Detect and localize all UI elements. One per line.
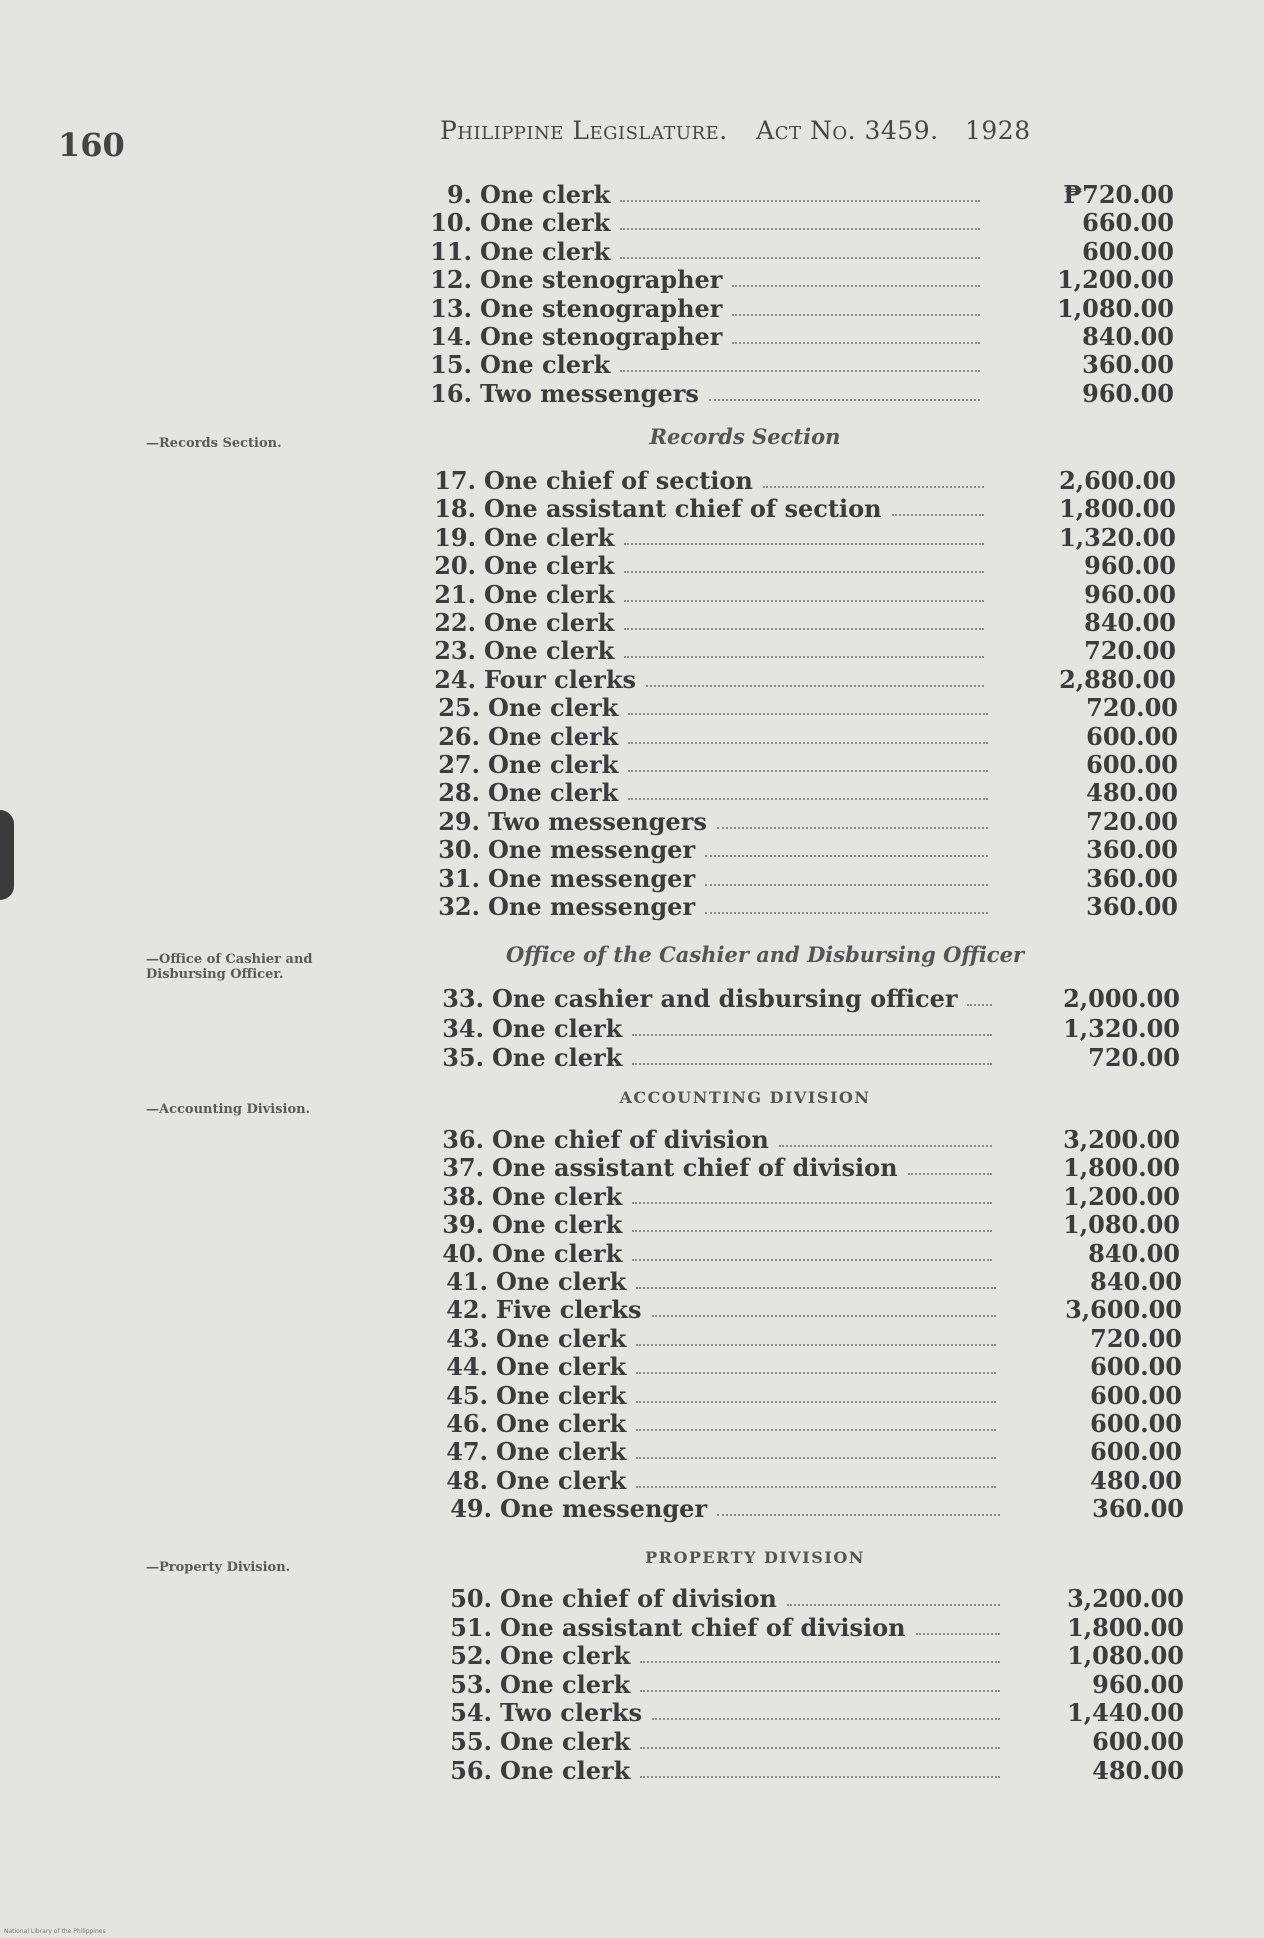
- line-item-number: 24.: [434, 665, 476, 694]
- line-item: [0, 466, 1264, 494]
- line-item-number: 27.: [438, 750, 480, 779]
- line-item-amount: 360.00: [1082, 350, 1174, 379]
- line-item-amount: 1,320.00: [1063, 1014, 1180, 1043]
- line-item-amount: 840.00: [1082, 322, 1174, 351]
- line-item: [0, 1043, 1264, 1071]
- line-item-number: 53.: [450, 1670, 492, 1699]
- dot-leader: [620, 228, 980, 230]
- line-item-number: 26.: [438, 722, 480, 751]
- line-item-description: One clerk: [480, 208, 611, 237]
- line-item-amount: 1,080.00: [1067, 1641, 1184, 1670]
- dot-leader: [652, 1315, 996, 1317]
- line-item-description: One clerk: [480, 180, 611, 209]
- line-item-amount: 2,600.00: [1059, 466, 1176, 495]
- line-item-description: Two messengers: [480, 379, 699, 408]
- line-item: [0, 1295, 1264, 1323]
- line-item-amount: 600.00: [1086, 722, 1178, 751]
- line-item-number: 38.: [442, 1182, 484, 1211]
- line-item-description: One clerk: [484, 551, 615, 580]
- line-item-number: 47.: [446, 1437, 488, 1466]
- line-item-description: One clerk: [484, 523, 615, 552]
- dot-leader: [632, 1230, 992, 1232]
- dot-leader: [717, 1514, 1000, 1516]
- line-item-number: 55.: [450, 1727, 492, 1756]
- line-item-amount: 3,600.00: [1065, 1295, 1182, 1324]
- dot-leader: [636, 1344, 996, 1346]
- dot-leader: [705, 884, 988, 886]
- line-item-description: Four clerks: [484, 665, 636, 694]
- line-item: [0, 1756, 1264, 1784]
- line-item-amount: 600.00: [1090, 1352, 1182, 1381]
- line-item-amount: 1,080.00: [1063, 1210, 1180, 1239]
- line-item: [0, 835, 1264, 863]
- line-item: [0, 1210, 1264, 1238]
- line-item-amount: 960.00: [1084, 580, 1176, 609]
- line-item-amount: 2,880.00: [1059, 665, 1176, 694]
- line-item: [0, 1584, 1264, 1612]
- dot-leader: [636, 1457, 996, 1459]
- dot-leader: [628, 713, 988, 715]
- dot-leader: [652, 1718, 1000, 1720]
- line-item-number: 32.: [438, 892, 480, 921]
- dot-leader: [624, 628, 984, 630]
- line-item-description: One clerk: [496, 1409, 627, 1438]
- line-item-amount: 480.00: [1090, 1466, 1182, 1495]
- line-item: [0, 1670, 1264, 1698]
- line-item-number: 13.: [430, 294, 472, 323]
- page-number: 160: [58, 126, 125, 164]
- line-item-description: One clerk: [492, 1210, 623, 1239]
- running-head-act: Act No. 3459.: [756, 116, 939, 145]
- dot-leader: [636, 1486, 996, 1488]
- line-item-description: One messenger: [488, 864, 696, 893]
- line-item-description: One cashier and disbursing officer: [492, 984, 958, 1013]
- line-item-number: 28.: [438, 778, 480, 807]
- line-item-description: One assistant chief of section: [484, 494, 882, 523]
- dot-leader: [620, 370, 980, 372]
- line-item-description: One clerk: [500, 1641, 631, 1670]
- line-item-number: 22.: [434, 608, 476, 637]
- line-item: [0, 294, 1264, 322]
- line-item-description: One clerk: [500, 1727, 631, 1756]
- line-item-amount: 1,200.00: [1063, 1182, 1180, 1211]
- line-item: [0, 1409, 1264, 1437]
- line-item: [0, 208, 1264, 236]
- dot-leader: [732, 285, 980, 287]
- line-item-number: 9.: [446, 180, 472, 209]
- line-item-amount: 960.00: [1084, 551, 1176, 580]
- line-item-description: One clerk: [488, 693, 619, 722]
- line-item-description: One clerk: [500, 1756, 631, 1785]
- sidenote-cashier: —Office of Cashier and Disbursing Officer.: [146, 952, 313, 982]
- line-item-description: One clerk: [496, 1437, 627, 1466]
- line-item: [0, 1352, 1264, 1380]
- dot-leader: [620, 257, 980, 259]
- line-item-amount: 600.00: [1092, 1727, 1184, 1756]
- line-item-amount: 1,440.00: [1067, 1698, 1184, 1727]
- dot-leader: [636, 1429, 996, 1431]
- dot-leader: [632, 1202, 992, 1204]
- section-heading-accounting: ACCOUNTING DIVISION: [619, 1088, 871, 1107]
- dot-leader: [646, 685, 984, 687]
- line-item-description: One clerk: [480, 350, 611, 379]
- dot-leader: [628, 742, 988, 744]
- line-item-amount: 720.00: [1088, 1043, 1180, 1072]
- line-item-description: One clerk: [496, 1381, 627, 1410]
- line-item: [0, 1324, 1264, 1352]
- line-item-amount: 1,200.00: [1057, 265, 1174, 294]
- line-item-description: One assistant chief of division: [492, 1153, 898, 1182]
- line-item-number: 23.: [434, 636, 476, 665]
- line-item-number: 11.: [430, 237, 472, 266]
- line-item: [0, 180, 1264, 208]
- line-item: [0, 237, 1264, 265]
- line-item: [0, 1437, 1264, 1465]
- line-item: [0, 523, 1264, 551]
- line-item-description: One messenger: [500, 1494, 708, 1523]
- dot-leader: [916, 1633, 1000, 1635]
- dot-leader: [632, 1259, 992, 1261]
- line-item-amount: 600.00: [1086, 750, 1178, 779]
- line-item-amount: 840.00: [1090, 1267, 1182, 1296]
- line-item: [0, 379, 1264, 407]
- line-item: [0, 636, 1264, 664]
- line-item: [0, 1613, 1264, 1641]
- line-item-number: 10.: [430, 208, 472, 237]
- dot-leader: [636, 1372, 996, 1374]
- line-item-number: 31.: [438, 864, 480, 893]
- line-item-description: One clerk: [488, 778, 619, 807]
- line-item: [0, 750, 1264, 778]
- line-item-description: One clerk: [484, 636, 615, 665]
- line-item-number: 49.: [450, 1494, 492, 1523]
- dot-leader: [628, 770, 988, 772]
- line-item-number: 42.: [446, 1295, 488, 1324]
- line-item: [0, 608, 1264, 636]
- dot-leader: [636, 1287, 996, 1289]
- dot-leader: [640, 1690, 1000, 1692]
- line-item-description: One clerk: [492, 1239, 623, 1268]
- line-item-description: One messenger: [488, 892, 696, 921]
- line-item-number: 15.: [430, 350, 472, 379]
- dot-leader: [640, 1776, 1000, 1778]
- line-item-amount: 1,800.00: [1059, 494, 1176, 523]
- line-item: [0, 1494, 1264, 1522]
- dot-leader: [640, 1747, 1000, 1749]
- line-item-number: 12.: [430, 265, 472, 294]
- line-item: [0, 350, 1264, 378]
- line-item-number: 21.: [434, 580, 476, 609]
- line-item-amount: 600.00: [1082, 237, 1174, 266]
- line-item-number: 29.: [438, 807, 480, 836]
- line-item-description: Two messengers: [488, 807, 707, 836]
- line-item-description: One clerk: [488, 750, 619, 779]
- dot-leader: [624, 543, 984, 545]
- line-item-description: One clerk: [496, 1324, 627, 1353]
- line-item-amount: ₱720.00: [1063, 180, 1174, 209]
- line-item-number: 16.: [430, 379, 472, 408]
- running-head: [440, 116, 1031, 145]
- line-item: [0, 984, 1264, 1012]
- line-item-description: One clerk: [496, 1267, 627, 1296]
- line-item-number: 39.: [442, 1210, 484, 1239]
- sidenote-records: —Records Section.: [146, 436, 282, 451]
- line-item-number: 51.: [450, 1613, 492, 1642]
- line-item-number: 37.: [442, 1153, 484, 1182]
- sidenote-property: —Property Division.: [146, 1560, 291, 1575]
- dot-leader: [624, 600, 984, 602]
- line-item-amount: 480.00: [1092, 1756, 1184, 1785]
- line-item: [0, 1267, 1264, 1295]
- dot-leader: [624, 656, 984, 658]
- line-item-description: One clerk: [484, 580, 615, 609]
- dot-leader: [705, 855, 988, 857]
- dot-leader: [763, 486, 984, 488]
- dot-leader: [892, 514, 984, 516]
- line-item-amount: 720.00: [1086, 693, 1178, 722]
- line-item: [0, 1727, 1264, 1755]
- line-item-amount: 3,200.00: [1063, 1125, 1180, 1154]
- line-item-amount: 1,800.00: [1063, 1153, 1180, 1182]
- line-item: [0, 1182, 1264, 1210]
- line-item: [0, 580, 1264, 608]
- line-item-amount: 600.00: [1090, 1437, 1182, 1466]
- line-item: [0, 1239, 1264, 1267]
- line-item-amount: 720.00: [1086, 807, 1178, 836]
- dot-leader: [624, 571, 984, 573]
- line-item: [0, 1466, 1264, 1494]
- section-heading-cashier: Office of the Cashier and Disbursing Officer: [505, 942, 1025, 967]
- line-item-number: 43.: [446, 1324, 488, 1353]
- dot-leader: [640, 1661, 1000, 1663]
- line-item-amount: 960.00: [1092, 1670, 1184, 1699]
- line-item-amount: 840.00: [1088, 1239, 1180, 1268]
- line-item-number: 20.: [434, 551, 476, 580]
- dot-leader: [636, 1401, 996, 1403]
- section-heading-property: PROPERTY DIVISION: [645, 1548, 865, 1567]
- line-item-amount: 360.00: [1086, 835, 1178, 864]
- dot-leader: [779, 1145, 992, 1147]
- line-item-amount: 1,320.00: [1059, 523, 1176, 552]
- line-item-number: 41.: [446, 1267, 488, 1296]
- line-item-description: One clerk: [492, 1043, 623, 1072]
- line-item-number: 33.: [442, 984, 484, 1013]
- line-item-number: 48.: [446, 1466, 488, 1495]
- line-item-description: One stenographer: [480, 294, 723, 323]
- line-item-description: One assistant chief of division: [500, 1613, 906, 1642]
- line-item: [0, 665, 1264, 693]
- line-item-number: 18.: [434, 494, 476, 523]
- dot-leader: [967, 1004, 992, 1006]
- line-item-number: 45.: [446, 1381, 488, 1410]
- line-item-description: One clerk: [488, 722, 619, 751]
- dot-leader: [787, 1604, 1000, 1606]
- line-item-amount: 480.00: [1086, 778, 1178, 807]
- dot-leader: [732, 342, 980, 344]
- line-item-number: 25.: [438, 693, 480, 722]
- line-item: [0, 265, 1264, 293]
- line-item-amount: 360.00: [1086, 892, 1178, 921]
- line-item-amount: 840.00: [1084, 608, 1176, 637]
- line-item-description: One clerk: [484, 608, 615, 637]
- section-heading-records: Records Section: [649, 424, 841, 449]
- line-item-description: One chief of section: [484, 466, 753, 495]
- dot-leader: [628, 798, 988, 800]
- line-item-amount: 2,000.00: [1063, 984, 1180, 1013]
- line-item-amount: 960.00: [1082, 379, 1174, 408]
- line-item: [0, 1698, 1264, 1726]
- dot-leader: [908, 1173, 992, 1175]
- line-item: [0, 494, 1264, 522]
- line-item: [0, 551, 1264, 579]
- dot-leader: [620, 200, 980, 202]
- dot-leader: [709, 399, 980, 401]
- line-item: [0, 722, 1264, 750]
- line-item-description: Five clerks: [496, 1295, 642, 1324]
- line-item-number: 40.: [442, 1239, 484, 1268]
- line-item-description: One clerk: [496, 1466, 627, 1495]
- line-item-amount: 3,200.00: [1067, 1584, 1184, 1613]
- running-head-title: Philippine Legislature.: [440, 116, 728, 145]
- line-item-amount: 600.00: [1090, 1381, 1182, 1410]
- line-item-amount: 1,080.00: [1057, 294, 1174, 323]
- line-item-amount: 720.00: [1090, 1324, 1182, 1353]
- line-item: [0, 778, 1264, 806]
- line-item-description: One stenographer: [480, 322, 723, 351]
- line-item-amount: 600.00: [1090, 1409, 1182, 1438]
- footer-credit: National Library of the Philippines: [4, 1928, 106, 1935]
- line-item-amount: 720.00: [1084, 636, 1176, 665]
- line-item: [0, 1125, 1264, 1153]
- line-item: [0, 693, 1264, 721]
- line-item-number: 36.: [442, 1125, 484, 1154]
- line-item: [0, 892, 1264, 920]
- dot-leader: [705, 912, 988, 914]
- line-item-number: 56.: [450, 1756, 492, 1785]
- line-item: [0, 1153, 1264, 1181]
- line-item-description: Two clerks: [500, 1698, 643, 1727]
- line-item-description: One messenger: [488, 835, 696, 864]
- sidenote-accounting: —Accounting Division.: [146, 1102, 311, 1117]
- running-head-year: 1928: [965, 116, 1031, 145]
- dot-leader: [717, 827, 988, 829]
- line-item-number: 50.: [450, 1584, 492, 1613]
- line-item-amount: 360.00: [1092, 1494, 1184, 1523]
- line-item-number: 35.: [442, 1043, 484, 1072]
- line-item: [0, 1641, 1264, 1669]
- line-item-number: 54.: [450, 1698, 492, 1727]
- dot-leader: [632, 1063, 992, 1065]
- line-item-amount: 660.00: [1082, 208, 1174, 237]
- line-item: [0, 864, 1264, 892]
- line-item-number: 19.: [434, 523, 476, 552]
- line-item-description: One clerk: [500, 1670, 631, 1699]
- line-item: [0, 322, 1264, 350]
- dot-leader: [632, 1034, 992, 1036]
- line-item-number: 14.: [430, 322, 472, 351]
- line-item-number: 17.: [434, 466, 476, 495]
- line-item-description: One chief of division: [500, 1584, 777, 1613]
- line-item: [0, 1381, 1264, 1409]
- line-item-number: 46.: [446, 1409, 488, 1438]
- line-item-amount: 1,800.00: [1067, 1613, 1184, 1642]
- line-item-number: 52.: [450, 1641, 492, 1670]
- dot-leader: [732, 314, 980, 316]
- line-item-number: 30.: [438, 835, 480, 864]
- line-item-number: 44.: [446, 1352, 488, 1381]
- line-item-description: One clerk: [480, 237, 611, 266]
- line-item-description: One clerk: [492, 1182, 623, 1211]
- line-item-description: One chief of division: [492, 1125, 769, 1154]
- line-item-description: One stenographer: [480, 265, 723, 294]
- line-item-number: 34.: [442, 1014, 484, 1043]
- line-item-description: One clerk: [496, 1352, 627, 1381]
- line-item: [0, 807, 1264, 835]
- line-item-amount: 360.00: [1086, 864, 1178, 893]
- line-item: [0, 1014, 1264, 1042]
- line-item-description: One clerk: [492, 1014, 623, 1043]
